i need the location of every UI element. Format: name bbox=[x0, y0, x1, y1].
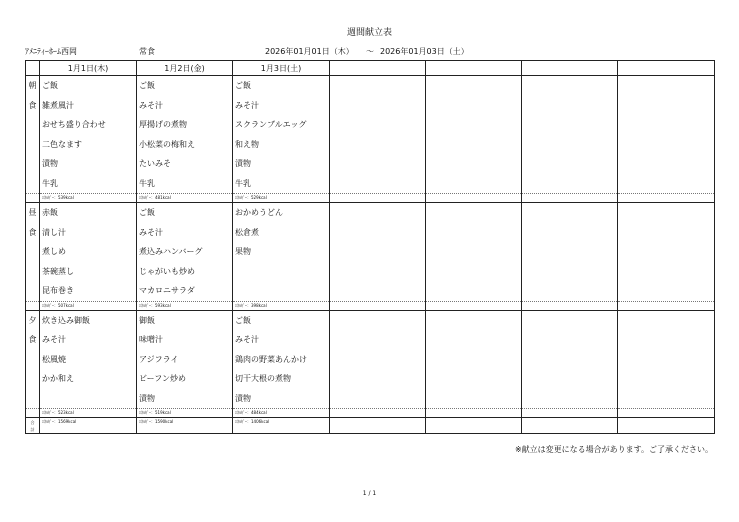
empty-cell bbox=[330, 301, 426, 310]
dish-cell: 和え物 bbox=[233, 135, 330, 155]
empty-cell bbox=[522, 76, 618, 96]
empty-cell bbox=[618, 135, 715, 155]
empty-cell bbox=[330, 242, 426, 262]
empty-day-header bbox=[330, 61, 426, 76]
dish-cell: 漬物 bbox=[40, 154, 137, 174]
empty-cell bbox=[522, 194, 618, 203]
page-number: 1 / 1 bbox=[362, 490, 377, 497]
energy-cell: ｴﾈﾙｷﾞｰ：523kcal bbox=[40, 409, 137, 418]
energy-cell: ｴﾈﾙｷﾞｰ：529kcal bbox=[233, 194, 330, 203]
dinner-kcal-row bbox=[26, 409, 715, 418]
dish-cell: ご飯 bbox=[40, 76, 137, 96]
meal-label: 夕 bbox=[26, 310, 40, 330]
dish-cell: かか和え bbox=[40, 369, 137, 389]
empty-cell bbox=[426, 310, 522, 330]
change-notice: ※献立は変更になる場合があります。ご了承ください。 bbox=[514, 445, 713, 454]
lunch-row bbox=[26, 262, 715, 282]
weekly-menu-table bbox=[25, 60, 715, 434]
empty-cell bbox=[330, 262, 426, 282]
dish-cell: じゃがいも炒め bbox=[137, 262, 233, 282]
energy-cell: ｴﾈﾙｷﾞｰ：398kcal bbox=[233, 301, 330, 310]
empty-cell bbox=[426, 409, 522, 418]
diet-type: 常食 bbox=[139, 47, 155, 56]
lunch-row bbox=[26, 223, 715, 243]
period-end: 2026年01月03日（土） bbox=[380, 47, 469, 56]
empty-cell bbox=[618, 76, 715, 96]
day-header: 1月2日(金) bbox=[137, 61, 233, 76]
empty-cell bbox=[426, 76, 522, 96]
empty-cell bbox=[522, 135, 618, 155]
dish-cell: 牛乳 bbox=[233, 174, 330, 194]
empty-cell bbox=[522, 154, 618, 174]
empty-cell bbox=[522, 301, 618, 310]
empty-cell bbox=[330, 409, 426, 418]
dish-cell: 炊き込み御飯 bbox=[40, 310, 137, 330]
dish-cell: ご飯 bbox=[137, 203, 233, 223]
empty-cell bbox=[426, 330, 522, 350]
energy-cell: ｴﾈﾙｷﾞｰ：519kcal bbox=[137, 409, 233, 418]
empty-cell bbox=[522, 174, 618, 194]
dish-cell bbox=[40, 389, 137, 409]
empty-cell bbox=[426, 135, 522, 155]
dish-cell: 漬物 bbox=[233, 154, 330, 174]
dish-cell: 牛乳 bbox=[137, 174, 233, 194]
meal-label bbox=[26, 409, 40, 418]
day-header-row bbox=[26, 61, 715, 76]
empty-cell bbox=[426, 301, 522, 310]
empty-cell bbox=[426, 154, 522, 174]
dish-cell: 漬物 bbox=[137, 389, 233, 409]
empty-cell bbox=[618, 330, 715, 350]
day-header: 1月3日(土) bbox=[233, 61, 330, 76]
empty-cell bbox=[618, 242, 715, 262]
lunch-row bbox=[26, 281, 715, 301]
dish-cell: アジフライ bbox=[137, 350, 233, 370]
dish-cell: ご飯 bbox=[137, 76, 233, 96]
empty-cell bbox=[618, 174, 715, 194]
empty-cell bbox=[522, 389, 618, 409]
empty-cell bbox=[618, 154, 715, 174]
empty-cell bbox=[426, 194, 522, 203]
empty-cell bbox=[330, 154, 426, 174]
dish-cell: 雑煮風汁 bbox=[40, 96, 137, 116]
breakfast-row bbox=[26, 115, 715, 135]
empty-cell bbox=[330, 389, 426, 409]
dinner-row bbox=[26, 330, 715, 350]
empty-cell bbox=[618, 223, 715, 243]
dinner-row bbox=[26, 310, 715, 330]
meal-label bbox=[26, 350, 40, 370]
breakfast-row bbox=[26, 154, 715, 174]
empty-cell bbox=[522, 350, 618, 370]
energy-cell: ｴﾈﾙｷﾞｰ：481kcal bbox=[137, 194, 233, 203]
dish-cell: 小松菜の梅和え bbox=[137, 135, 233, 155]
empty-cell bbox=[426, 223, 522, 243]
empty-cell bbox=[330, 174, 426, 194]
dish-cell: 牛乳 bbox=[40, 174, 137, 194]
empty-cell bbox=[330, 330, 426, 350]
empty-cell bbox=[618, 115, 715, 135]
dish-cell: みそ汁 bbox=[137, 96, 233, 116]
dish-cell bbox=[233, 262, 330, 282]
dish-cell: みそ汁 bbox=[40, 330, 137, 350]
empty-cell bbox=[522, 409, 618, 418]
dish-cell: ご飯 bbox=[233, 76, 330, 96]
empty-day-header bbox=[618, 61, 715, 76]
meal-label bbox=[26, 369, 40, 389]
empty-cell bbox=[426, 418, 522, 434]
dish-cell: みそ汁 bbox=[137, 223, 233, 243]
empty-cell bbox=[330, 96, 426, 116]
meal-label bbox=[26, 301, 40, 310]
dish-cell: 切干大根の煮物 bbox=[233, 369, 330, 389]
total-energy-cell: ｴﾈﾙｷﾞｰ：1569kcal bbox=[40, 418, 137, 434]
meal-label: 昼 bbox=[26, 203, 40, 223]
empty-cell bbox=[426, 281, 522, 301]
dish-cell: ビーフン炒め bbox=[137, 369, 233, 389]
energy-cell: ｴﾈﾙｷﾞｰ：507kcal bbox=[40, 301, 137, 310]
total-energy-cell: ｴﾈﾙｷﾞｰ：1406kcal bbox=[233, 418, 330, 434]
meal-label bbox=[26, 194, 40, 203]
empty-cell bbox=[618, 194, 715, 203]
empty-cell bbox=[426, 369, 522, 389]
meal-label bbox=[26, 115, 40, 135]
empty-cell bbox=[522, 203, 618, 223]
empty-cell bbox=[426, 96, 522, 116]
dish-cell bbox=[233, 281, 330, 301]
meal-label: 食 bbox=[26, 96, 40, 116]
empty-cell bbox=[522, 369, 618, 389]
empty-cell bbox=[618, 389, 715, 409]
empty-cell bbox=[618, 301, 715, 310]
dinner-row bbox=[26, 389, 715, 409]
meal-label bbox=[26, 262, 40, 282]
meal-label: 食 bbox=[26, 330, 40, 350]
dish-cell: たいみそ bbox=[137, 154, 233, 174]
dinner-row bbox=[26, 350, 715, 370]
empty-cell bbox=[618, 369, 715, 389]
empty-cell bbox=[618, 418, 715, 434]
empty-cell bbox=[426, 174, 522, 194]
dish-cell: スクランブルエッグ bbox=[233, 115, 330, 135]
empty-cell bbox=[426, 242, 522, 262]
dinner-row bbox=[26, 369, 715, 389]
empty-day-header bbox=[522, 61, 618, 76]
dish-cell: おかめうどん bbox=[233, 203, 330, 223]
empty-cell bbox=[426, 389, 522, 409]
meal-label bbox=[26, 135, 40, 155]
empty-cell bbox=[330, 310, 426, 330]
lunch-row bbox=[26, 242, 715, 262]
dish-cell: マカロニサラダ bbox=[137, 281, 233, 301]
empty-cell bbox=[618, 310, 715, 330]
energy-cell: ｴﾈﾙｷﾞｰ：593kcal bbox=[137, 301, 233, 310]
meal-label bbox=[26, 281, 40, 301]
empty-cell bbox=[330, 369, 426, 389]
empty-cell bbox=[522, 310, 618, 330]
empty-cell bbox=[618, 203, 715, 223]
period-tilde: ～ bbox=[366, 47, 374, 56]
total-label-char: 計 bbox=[30, 427, 35, 432]
meal-label: 食 bbox=[26, 223, 40, 243]
meal-label bbox=[26, 174, 40, 194]
energy-cell: ｴﾈﾙｷﾞｰ：484kcal bbox=[233, 409, 330, 418]
empty-cell bbox=[330, 418, 426, 434]
empty-cell bbox=[522, 281, 618, 301]
empty-cell bbox=[618, 96, 715, 116]
empty-cell bbox=[330, 223, 426, 243]
dish-cell: みそ汁 bbox=[233, 96, 330, 116]
dish-cell: 赤飯 bbox=[40, 203, 137, 223]
total-label-char: 合 bbox=[30, 420, 35, 425]
dish-cell: おせち盛り合わせ bbox=[40, 115, 137, 135]
empty-cell bbox=[330, 76, 426, 96]
empty-cell bbox=[618, 262, 715, 282]
empty-day-header bbox=[426, 61, 522, 76]
total-row bbox=[26, 418, 715, 434]
meal-label bbox=[26, 242, 40, 262]
empty-cell bbox=[330, 194, 426, 203]
page-title: 週間献立表 bbox=[346, 28, 392, 38]
empty-cell bbox=[426, 262, 522, 282]
meal-label bbox=[26, 154, 40, 174]
empty-cell bbox=[426, 115, 522, 135]
dish-cell: 厚揚げの煮物 bbox=[137, 115, 233, 135]
day-header: 1月1日(木) bbox=[40, 61, 137, 76]
breakfast-row bbox=[26, 174, 715, 194]
meal-label: 朝 bbox=[26, 76, 40, 96]
empty-cell bbox=[330, 203, 426, 223]
empty-cell bbox=[330, 350, 426, 370]
corner-cell bbox=[26, 61, 40, 76]
lunch-row bbox=[26, 203, 715, 223]
lunch-kcal-row bbox=[26, 301, 715, 310]
dish-cell: 漬物 bbox=[233, 389, 330, 409]
empty-cell bbox=[522, 115, 618, 135]
dish-cell: 松倉煮 bbox=[233, 223, 330, 243]
period-start: 2026年01月01日（木） bbox=[265, 47, 354, 56]
dish-cell: 鶏肉の野菜あんかけ bbox=[233, 350, 330, 370]
dish-cell: 煮しめ bbox=[40, 242, 137, 262]
energy-cell: ｴﾈﾙｷﾞｰ：539kcal bbox=[40, 194, 137, 203]
empty-cell bbox=[330, 135, 426, 155]
dish-cell: 味噌汁 bbox=[137, 330, 233, 350]
total-label bbox=[26, 418, 40, 434]
empty-cell bbox=[522, 262, 618, 282]
breakfast-row bbox=[26, 76, 715, 96]
empty-cell bbox=[330, 115, 426, 135]
empty-cell bbox=[522, 242, 618, 262]
meal-label bbox=[26, 389, 40, 409]
dish-cell: 御飯 bbox=[137, 310, 233, 330]
dish-cell: ご飯 bbox=[233, 310, 330, 330]
dish-cell: 煮込みハンバーグ bbox=[137, 242, 233, 262]
empty-cell bbox=[426, 350, 522, 370]
empty-cell bbox=[522, 330, 618, 350]
dish-cell: 清し汁 bbox=[40, 223, 137, 243]
dish-cell: みそ汁 bbox=[233, 330, 330, 350]
facility-name: ｱﾒﾆﾃｨｰﾎｰﾑ西岡 bbox=[25, 47, 77, 56]
empty-cell bbox=[522, 223, 618, 243]
breakfast-kcal-row bbox=[26, 194, 715, 203]
empty-cell bbox=[618, 409, 715, 418]
empty-cell bbox=[522, 96, 618, 116]
empty-cell bbox=[618, 281, 715, 301]
dish-cell: 果物 bbox=[233, 242, 330, 262]
empty-cell bbox=[522, 418, 618, 434]
empty-cell bbox=[426, 203, 522, 223]
dish-cell: 茶碗蒸し bbox=[40, 262, 137, 282]
breakfast-row bbox=[26, 135, 715, 155]
breakfast-row bbox=[26, 96, 715, 116]
empty-cell bbox=[330, 281, 426, 301]
dish-cell: 松風焼 bbox=[40, 350, 137, 370]
dish-cell: 二色なます bbox=[40, 135, 137, 155]
dish-cell: 昆布巻き bbox=[40, 281, 137, 301]
empty-cell bbox=[618, 350, 715, 370]
total-energy-cell: ｴﾈﾙｷﾞｰ：1590kcal bbox=[137, 418, 233, 434]
